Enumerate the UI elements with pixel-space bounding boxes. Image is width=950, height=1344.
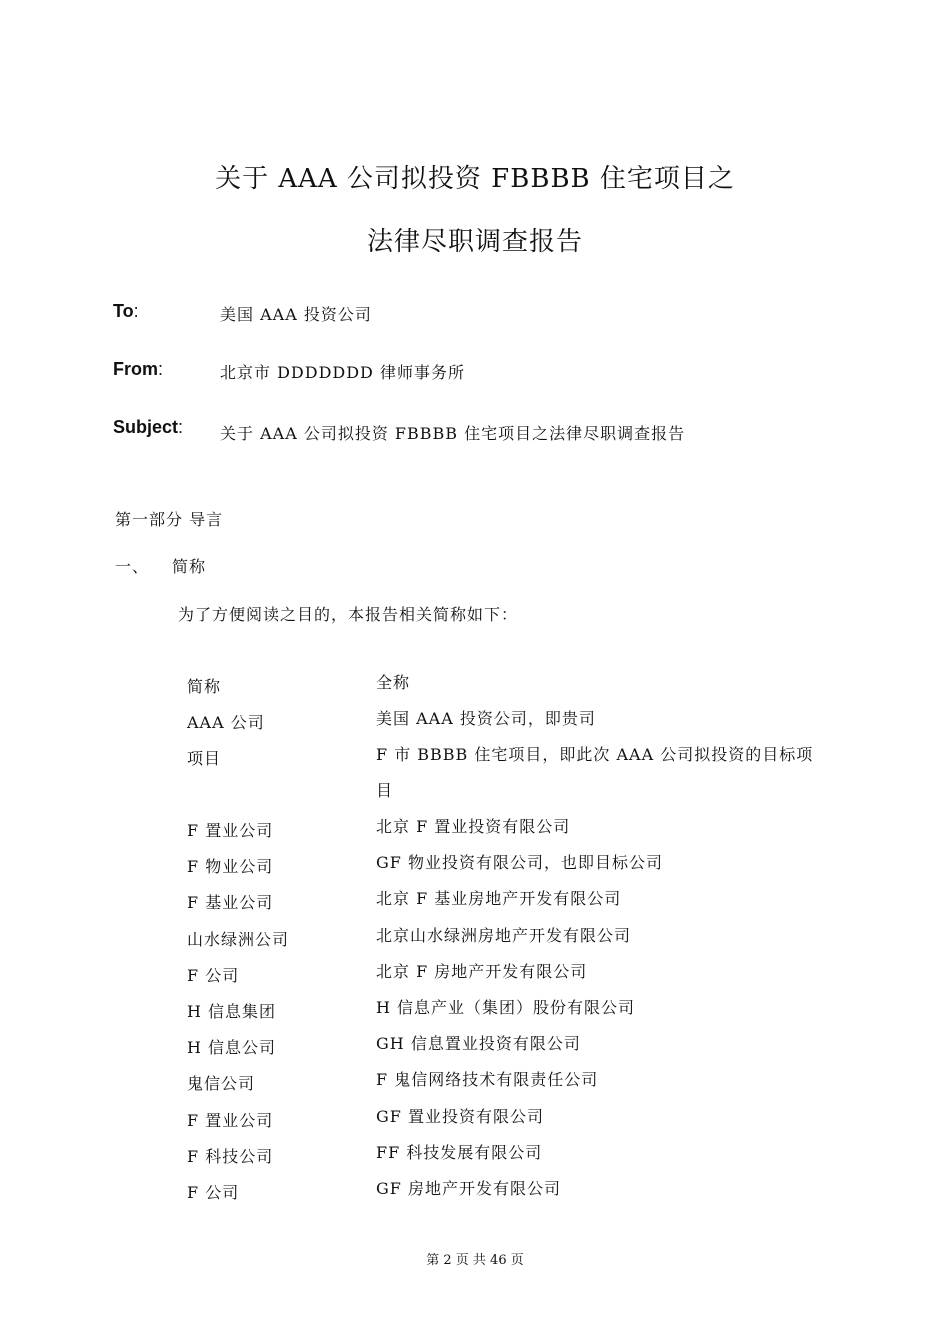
subject-value: 关于 AAA 公司拟投资 FBBBB 住宅项目之法律尽职调查报告 xyxy=(220,424,686,443)
fullname-cell: F 鬼信网络技术有限责任公司 xyxy=(376,1070,599,1089)
item-heading: 简称 xyxy=(172,557,207,576)
table-row xyxy=(0,1062,950,1098)
header-abbrev: 简称 xyxy=(187,677,222,696)
fullname-cell: 北京 F 置业投资有限公司 xyxy=(376,817,571,836)
table-row xyxy=(0,845,950,881)
document-title-line1: 关于 AAA 公司拟投资 FBBBB 住宅项目之 xyxy=(215,164,735,194)
abbrev-cell: F 物业公司 xyxy=(187,857,274,876)
abbrev-cell: H 信息集团 xyxy=(187,1002,277,1021)
abbrev-cell: 项目 xyxy=(187,749,222,768)
from-label: From: xyxy=(113,359,164,379)
fullname-cell: FF 科技发展有限公司 xyxy=(376,1143,543,1162)
from-value: 北京市 DDDDDDD 律师事务所 xyxy=(220,363,465,382)
fullname-cell: GF 房地产开发有限公司 xyxy=(376,1179,561,1198)
table-row xyxy=(0,881,950,917)
table-row xyxy=(0,809,950,845)
abbrev-cell: F 公司 xyxy=(187,1183,240,1202)
abbrev-cell: H 信息公司 xyxy=(187,1038,277,1057)
document-title-line2: 法律尽职调查报告 xyxy=(366,227,583,257)
table-row xyxy=(0,1026,950,1062)
table-row xyxy=(0,701,950,737)
fullname-cell: 美国 AAA 投资公司，即贵司 xyxy=(376,709,596,728)
table-row xyxy=(0,1099,950,1135)
intro-text: 为了方便阅读之目的，本报告相关简称如下： xyxy=(178,605,519,624)
abbrev-cell: 鬼信公司 xyxy=(187,1074,256,1093)
item-number: 一、 xyxy=(115,557,150,576)
header-fullname: 全称 xyxy=(376,673,411,692)
table-row xyxy=(0,737,950,809)
abbrev-cell: F 置业公司 xyxy=(187,821,274,840)
fullname-cell: F 市 BBBB 住宅项目，即此次 AAA 公司拟投资的目标项目 xyxy=(376,745,814,800)
table-row xyxy=(0,954,950,990)
table-row xyxy=(0,918,950,954)
abbrev-cell: F 科技公司 xyxy=(187,1147,274,1166)
fullname-cell: GF 置业投资有限公司 xyxy=(376,1107,544,1126)
table-row xyxy=(0,1135,950,1171)
fullname-cell: GH 信息置业投资有限公司 xyxy=(376,1034,581,1053)
fullname-cell: GF 物业投资有限公司，也即目标公司 xyxy=(376,853,663,872)
fullname-cell: H 信息产业（集团）股份有限公司 xyxy=(376,998,636,1017)
fullname-cell: 北京 F 房地产开发有限公司 xyxy=(376,962,588,981)
fullname-cell: 北京 F 基业房地产开发有限公司 xyxy=(376,889,622,908)
abbrev-cell: F 公司 xyxy=(187,966,240,985)
page-footer: 第 2 页 共 46 页 xyxy=(426,1253,524,1268)
table-header-row xyxy=(0,665,950,701)
table-row xyxy=(0,1171,950,1207)
to-label: To: xyxy=(113,301,139,321)
abbrev-cell: AAA 公司 xyxy=(187,713,265,732)
abbrev-cell: F 基业公司 xyxy=(187,893,274,912)
to-value: 美国 AAA 投资公司 xyxy=(220,305,372,324)
table-row xyxy=(0,990,950,1026)
abbrev-cell: 山水绿洲公司 xyxy=(187,930,290,949)
subject-label: Subject: xyxy=(113,417,184,437)
abbrev-cell: F 置业公司 xyxy=(187,1111,274,1130)
fullname-cell: 北京山水绿洲房地产开发有限公司 xyxy=(376,926,632,945)
part-heading: 第一部分 导言 xyxy=(115,510,224,529)
